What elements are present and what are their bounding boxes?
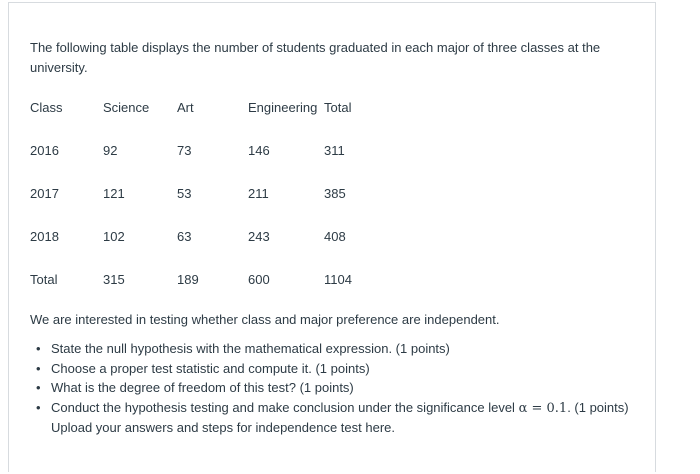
table-cell: 73 [177,143,192,158]
list-item [30,339,670,359]
table-cell: 146 [248,143,270,158]
table-cell: 92 [103,143,118,158]
header-art: Art [177,100,194,115]
table-cell: 189 [177,272,199,287]
task-text: . (1 points) [567,399,629,415]
bullet-icon: • [36,380,41,395]
bullet-icon: • [36,341,41,356]
header-science: Science [103,100,150,115]
alpha-expression: α = 0.1 [518,400,568,416]
table-row [30,215,384,258]
question-text: We are interested in testing whether class and major preference are independent. [30,312,500,327]
table-header-row [30,86,384,129]
table-cell: 121 [103,186,125,201]
bullet-icon: • [36,360,41,376]
task-text: Choose a proper test statistic and compute it. (1 points) [51,360,370,376]
table-cell: 2017 [30,186,59,201]
list-item [30,359,670,379]
table-cell: 2016 [30,143,59,158]
task-text: Conduct the hypothesis testing and make conclusion under the significance level [51,399,519,415]
table-cell: 311 [324,143,345,158]
upload-instruction: Upload your answers and steps for independence test here. [51,420,395,435]
table-cell: 53 [177,186,192,201]
table-cell: 211 [248,186,269,201]
table-cell: 408 [324,229,346,244]
intro-text: The following table displays the number of students graduated in each major of three classes at the university. [30,40,601,75]
list-item [30,378,670,398]
task-text: State the null hypothesis with the mathematical expression. (1 points) [51,341,450,356]
table-cell: 102 [103,229,125,244]
task-list [30,339,670,438]
table-cell: 63 [177,229,192,244]
table-row [30,129,384,172]
table-total-row [30,258,384,301]
table-cell: 315 [103,272,125,287]
table-cell: 1104 [324,272,352,287]
header-total: Total [324,100,352,115]
bullet-icon: • [36,399,41,415]
table-cell: 243 [248,229,270,244]
table-row [30,172,384,215]
table-cell: 2018 [30,229,59,244]
header-class: Class [30,100,63,115]
table-cell: 385 [324,186,346,201]
graduation-table [30,86,384,301]
table-cell: 600 [248,272,270,287]
task-text: What is the degree of freedom of this test? (1 points) [51,380,354,395]
header-engineering: Engineering [248,100,318,115]
list-item [30,398,670,438]
table-cell: Total [30,272,58,287]
